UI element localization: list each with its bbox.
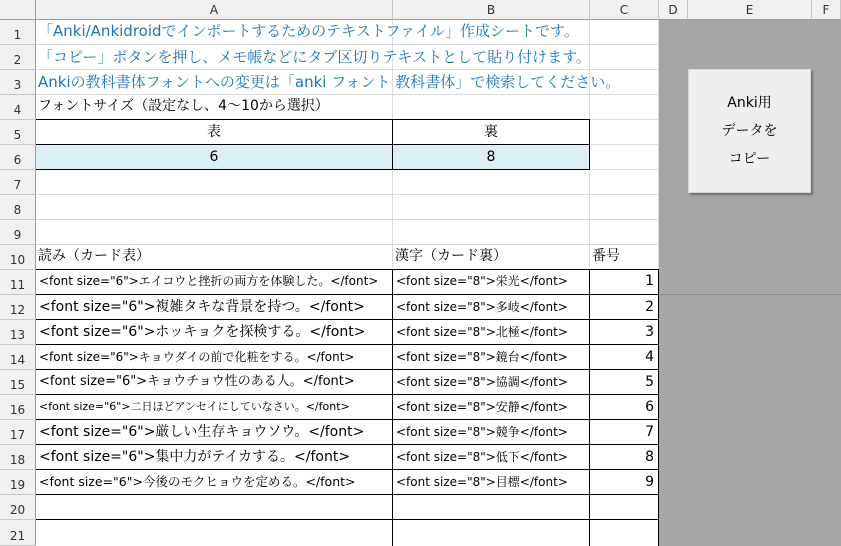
row-header-18[interactable]: 18 <box>0 445 36 470</box>
reading-header: 読み（カード表） <box>38 248 150 264</box>
row-header-21[interactable]: 21 <box>0 520 36 546</box>
row-header-19[interactable]: 19 <box>0 470 36 495</box>
kanji-cell-6[interactable]: <font size="8">安静</font> <box>392 394 590 420</box>
number-cell-3[interactable]: 3 <box>589 319 659 345</box>
column-header-d[interactable]: D <box>659 0 688 20</box>
reading-cell-1[interactable]: <font size="6">エイコウと挫折の両方を体験した。</font> <box>36 269 393 295</box>
number-cell-6[interactable]: 6 <box>589 394 659 420</box>
copy-button-line-1: Anki用 <box>727 95 772 111</box>
back-font-size-input[interactable]: 8 <box>392 144 590 170</box>
row-header-1[interactable]: 1 <box>0 20 36 45</box>
number-cell-9[interactable]: 9 <box>589 469 659 495</box>
copy-button-line-3: コピー <box>728 151 771 167</box>
number-cell-8[interactable]: 8 <box>589 444 659 470</box>
row-header-11[interactable]: 11 <box>0 270 36 295</box>
kanji-cell-2[interactable]: <font size="8">多岐</font> <box>392 294 590 320</box>
row-header-12[interactable]: 12 <box>0 295 36 320</box>
column-header-f[interactable]: F <box>812 0 841 20</box>
kanji-cell-10[interactable] <box>392 494 590 520</box>
row-header-4[interactable]: 4 <box>0 95 36 120</box>
row-header-3[interactable]: 3 <box>0 70 36 95</box>
reading-cell-7[interactable]: <font size="6">厳しい生存キョウソウ。</font> <box>36 419 393 445</box>
reading-cell-11[interactable] <box>36 519 393 546</box>
copy-button-line-2: データを <box>721 123 778 139</box>
number-header: 番号 <box>592 248 620 264</box>
kanji-cell-4[interactable]: <font size="8">鏡台</font> <box>392 344 590 370</box>
kanji-cell-7[interactable]: <font size="8">競争</font> <box>392 419 590 445</box>
worksheet-grid[interactable] <box>36 20 659 546</box>
font-size-label: フォントサイズ（設定なし、4～10から選択） <box>38 98 329 114</box>
kanji-cell-9[interactable]: <font size="8">目標</font> <box>392 469 590 495</box>
row-header-14[interactable]: 14 <box>0 345 36 370</box>
intro-line-2: 「コピー」ボタンを押し、メモ帳などにタブ区切りテキストとして貼り付けます。 <box>38 48 591 66</box>
kanji-cell-11[interactable] <box>392 519 590 546</box>
reading-cell-8[interactable]: <font size="6">集中力がテイカする。</font> <box>36 444 393 470</box>
number-cell-2[interactable]: 2 <box>589 294 659 320</box>
intro-line-1: 「Anki/Ankidroidでインポートするためのテキストファイル」作成シートです。 <box>38 22 579 40</box>
number-cell-4[interactable]: 4 <box>589 344 659 370</box>
row-header-20[interactable]: 20 <box>0 495 36 520</box>
row-header-9[interactable]: 9 <box>0 220 36 245</box>
row-header-16[interactable]: 16 <box>0 395 36 420</box>
select-all-corner[interactable] <box>0 0 36 20</box>
number-cell-1[interactable]: 1 <box>589 269 659 295</box>
reading-cell-3[interactable]: <font size="6">ホッキョクを探検する。</font> <box>36 319 393 345</box>
reading-cell-4[interactable]: <font size="6">キョウダイの前で化粧をする。</font> <box>36 344 393 370</box>
row-header-15[interactable]: 15 <box>0 370 36 395</box>
column-header-e[interactable]: E <box>688 0 812 20</box>
reading-cell-6[interactable]: <font size="6">二日ほどアンセイにしていなさい。</font> <box>36 394 393 420</box>
number-cell-5[interactable]: 5 <box>589 369 659 395</box>
reading-cell-9[interactable]: <font size="6">今後のモクヒョウを定める。</font> <box>36 469 393 495</box>
front-header: 表 <box>36 119 393 145</box>
copy-anki-data-button[interactable] <box>688 69 811 193</box>
gray-divider <box>659 294 841 295</box>
kanji-cell-1[interactable]: <font size="8">栄光</font> <box>392 269 590 295</box>
reading-cell-10[interactable] <box>36 494 393 520</box>
column-header-b[interactable]: B <box>393 0 590 20</box>
kanji-cell-3[interactable]: <font size="8">北極</font> <box>392 319 590 345</box>
column-header-a[interactable]: A <box>36 0 393 20</box>
row-header-10[interactable]: 10 <box>0 245 36 270</box>
row-header-8[interactable]: 8 <box>0 195 36 220</box>
number-cell-10[interactable] <box>589 494 659 520</box>
back-header: 裏 <box>392 119 590 145</box>
front-font-size-input[interactable]: 6 <box>36 144 393 170</box>
kanji-header: 漢字（カード裏） <box>395 248 507 264</box>
row-header-13[interactable]: 13 <box>0 320 36 345</box>
row-header-7[interactable]: 7 <box>0 170 36 195</box>
row-header-2[interactable]: 2 <box>0 45 36 70</box>
reading-cell-2[interactable]: <font size="6">複雑タキな背景を持つ。</font> <box>36 294 393 320</box>
column-header-c[interactable]: C <box>590 0 659 20</box>
kanji-cell-8[interactable]: <font size="8">低下</font> <box>392 444 590 470</box>
intro-line-3: Ankiの教科書体フォントへの変更は「anki フォント 教科書体」で検索してください。 <box>38 73 621 91</box>
number-cell-7[interactable]: 7 <box>589 419 659 445</box>
reading-cell-5[interactable]: <font size="6">キョウチョウ性のある人。</font> <box>36 369 393 395</box>
row-header-5[interactable]: 5 <box>0 120 36 145</box>
kanji-cell-5[interactable]: <font size="8">協調</font> <box>392 369 590 395</box>
row-header-17[interactable]: 17 <box>0 420 36 445</box>
row-header-6[interactable]: 6 <box>0 145 36 170</box>
number-cell-11[interactable] <box>589 519 659 546</box>
